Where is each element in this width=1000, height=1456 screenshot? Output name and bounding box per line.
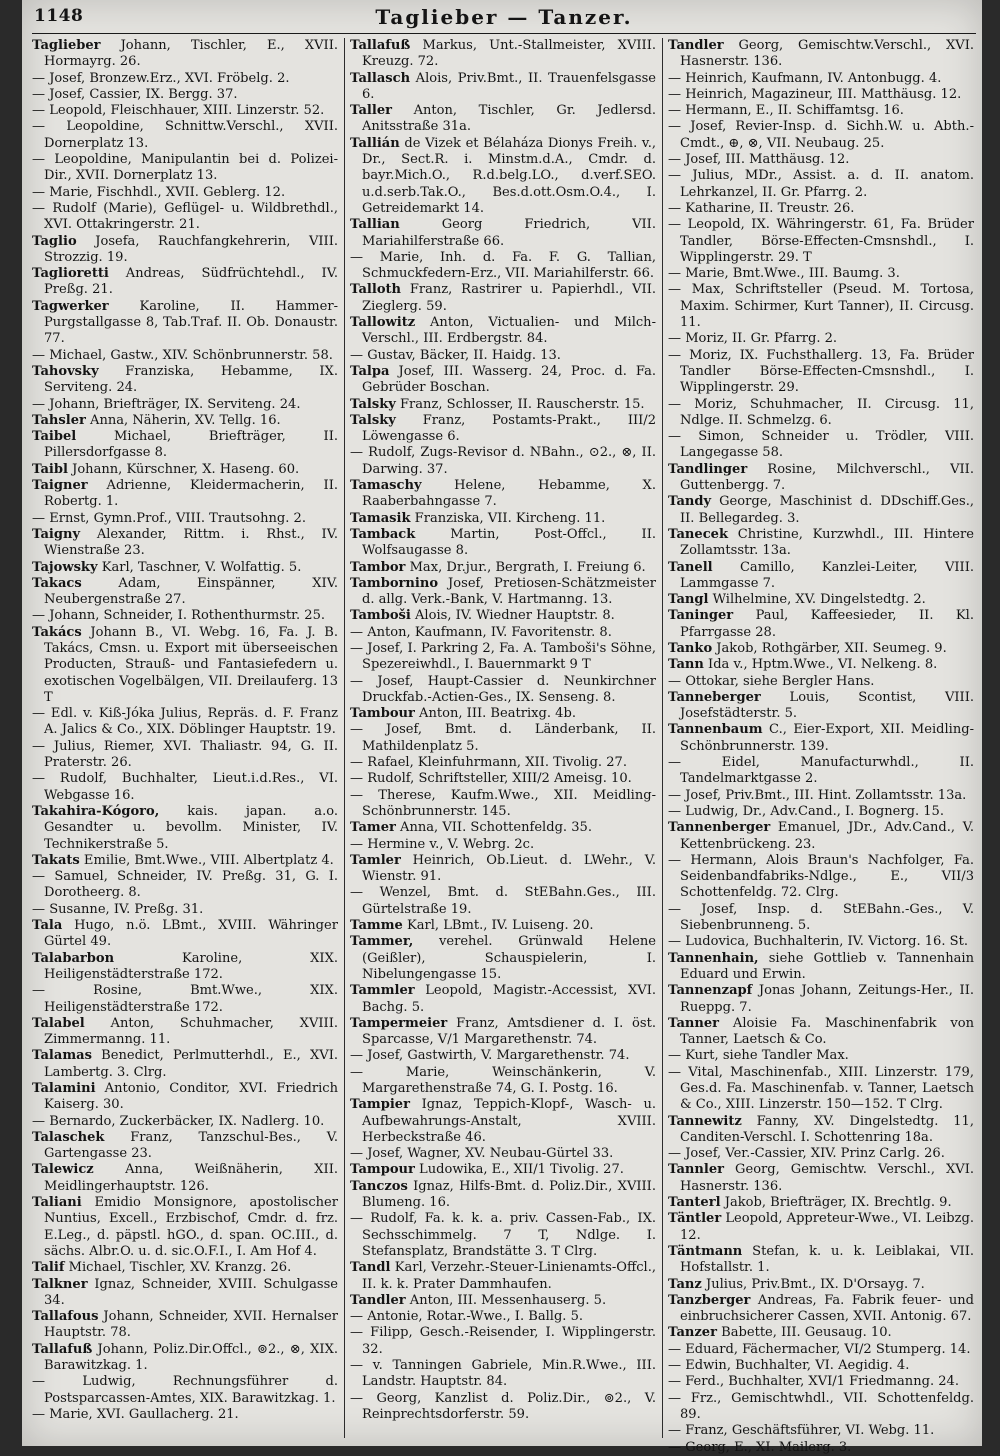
directory-entry: Tamler Heinrich, Ob.Lieut. d. LWehr., V. Wienstr. 91. [350,852,656,885]
directory-entry: Talif Michael, Tischler, XV. Kranzg. 26. [32,1260,292,1276]
directory-entry: Tammler Leopold, Magistr.-Accessist, XVI. Bachg. 5. [350,983,656,1015]
directory-entry: Tandy George, Maschinist d. DDschiff.Ges., II. Bellegardeg. 3. [668,494,974,526]
directory-page [22,0,982,1455]
directory-entry: Talaschek Franz, Tanzschul-Bes., V. Gartengasse 23. [32,1129,338,1162]
directory-entry: — Samuel, Schneider, IV. Preßg. 31, G. I. Dorotheerg. 8. [32,869,338,901]
directory-entry: — Max, Schriftsteller (Pseud. M. Tortosa, Maxim. Schirmer, Kurt Tanner), II. Circusg. 11. [668,282,974,331]
directory-entry: — Johann, Schneider, I. Rothenthurmstr. 25. [32,608,326,624]
directory-entry: Tanneberger Louis, Scontist, VIII. Josefstädterstr. 5. [668,689,974,722]
directory-entry: Tampour Ludowika, E., XII/1 Tivolig. 27. [350,1162,624,1178]
directory-entry: — Georg, Kanzlist d. Poliz.Dir., ⊚2., V. Reinprechtsdorferstr. 59. [350,1390,656,1422]
directory-entry: Tannenzapf Jonas Johann, Zeitungs-Her., II. Rueppg. 7. [668,983,974,1015]
directory-entry: Tallowitz Anton, Victualien- und Milch-Verschl., III. Erdbergstr. 84. [350,315,656,347]
directory-entry: — Rudolf, Fa. k. k. a. priv. Cassen-Fab., IX. Sechsschimmelg. 7 T, Ndlge. I. Stefansplatz, Brandstätte 3. T Clrg. [350,1211,656,1259]
directory-entry: — Simon, Schneider u. Trödler, VIII. Langegasse 58. [668,429,974,461]
directory-entry: — Wenzel, Bmt. d. StEBahn.Ges., III. Gürtelstraße 19. [350,885,656,917]
directory-entry: Tannenberger Emanuel, JDr., Adv.Cand., V. Kettenbrückeng. 23. [668,820,974,852]
directory-entry: — Michael, Gastw., XIV. Schönbrunnerstr. 58. [32,347,333,363]
directory-entry: — Therese, Kaufm.Wwe., XII. Meidling-Schönbrunnerstr. 145. [350,787,656,819]
directory-entry: — Ernst, Gymn.Prof., VIII. Trautsohng. 2. [32,510,306,526]
directory-entry: — Moriz, IX. Fuchsthallerg. 13, Fa. Brüder Tandler Börse-Effecten-Cmsnshdl., I. Wipplingerstr. 29. [668,347,974,396]
page-number: 1148 [34,6,84,26]
directory-entry: — Rudolf, Schriftsteller, XIII/2 Ameisg. 10. [350,771,632,787]
directory-entry: Takahira-Kógoro, kais. japan. a.o. Gesandter u. bevollm. Minister, IV. Technikerstraße 5. [32,803,338,852]
directory-entry: — Ottokar, siehe Bergler Hans. [668,673,875,689]
directory-entry: — Ludovica, Buchhalterin, IV. Victorg. 16. St. [668,934,968,950]
directory-entry: Tanzer Babette, III. Geusaug. 10. [668,1325,892,1341]
directory-entry: Talloth Franz, Rastrirer u. Papierhdl., VII. Zieglerg. 59. [350,282,656,314]
directory-entry: Tanczos Ignaz, Hilfs-Bmt. d. Poliz.Dir., XVIII. Blumeng. 16. [350,1178,656,1211]
directory-entry: — Julius, Riemer, XVI. Thaliastr. 94, G. II. Praterstr. 26. [32,738,338,771]
directory-entry: Tallián de Vizek et Bélaháza Dionys Freih. v., Dr., Sect.R. i. Minstm.d.A., Cmdr. d. bayr.Mich.O., R.d.belg.LO., d.verf.SEO. u.d.serb.Tak.O., Bes.d.ott.Osm.O.4., I. Getreidemarkt 14. [350,135,656,216]
directory-entry: Taglio Josefa, Rauchfangkehrerin, VIII. Strozzig. 19. [32,233,338,265]
directory-entry: — Antonie, Rotar.-Wwe., I. Ballg. 5. [350,1309,584,1325]
directory-entry: — Hermann, E., II. Schiffamtsg. 16. [668,103,904,119]
directory-entry: Tanko Jakob, Rothgärber, XII. Seumeg. 9. [668,640,947,656]
directory-entry: — Edwin, Buchhalter, VI. Aegidig. 4. [668,1358,910,1374]
directory-entry: — Vital, Maschinenfab., XIII. Linzerstr. 179, Ges.d. Fa. Maschinenfab. v. Tanner, Laetsch & Co., XIII. Linzerstr. 150—152. T Clrg. [668,1064,974,1113]
column-left [32,38,338,1438]
directory-entry: Takács Johann B., VI. Webg. 16, Fa. J. B. Takács, Cmsn. u. Export mit überseeischen Producten, Strauß- und Fantasiefedern u. exotischen Vogelbälgen, VII. Dreilauferg. 13 T [32,624,338,705]
directory-entry: Tandler Georg, Gemischtw.Verschl., XVI. Hasnerstr. 136. [668,38,974,70]
directory-entry: — Ferd., Buchhalter, XVI/1 Friedmanng. 24. [668,1374,959,1390]
directory-entry: — Edl. v. Kiß-Jóka Julius, Repräs. d. F. Franz A. Jalics & Co., XIX. Döblinger Hauptstr. 19. [32,706,338,738]
directory-entry: Takacs Adam, Einspänner, XIV. Neubergenstraße 27. [32,575,338,608]
directory-entry: Tallian Georg Friedrich, VII. Mariahilferstraße 66. [350,217,656,249]
directory-entry: Talamini Antonio, Conditor, XVI. Friedrich Kaiserg. 30. [32,1081,338,1113]
directory-entry: Tamaschy Helene, Hebamme, X. Raaberbahngasse 7. [350,478,656,510]
directory-entry: — Leopoldine, Manipulantin bei d. Polizei-Dir., XVII. Dornerplatz 13. [32,152,338,184]
directory-entry: Taller Anton, Tischler, Gr. Jedlersd. Anitsstraße 31a. [350,103,656,135]
directory-entry: Tallafuß Markus, Unt.-Stallmeister, XVIII. Kreuzg. 72. [350,38,656,70]
directory-entry: — Josef, Insp. d. StEBahn.-Ges., V. Siebenbrunneng. 5. [668,901,974,934]
directory-entry: — Josef, Revier-Insp. d. Sichh.W. u. Abth.-Cmdt., ⊕, ⊗, VII. Neubaug. 25. [668,119,974,151]
directory-entry: Tallafuß Johann, Poliz.Dir.Offcl., ⊚2., ⊗, XIX. Barawitzkag. 1. [32,1341,338,1374]
column-right [668,38,974,1455]
directory-entry: Taibl Johann, Kürschner, X. Haseng. 60. [32,461,300,477]
directory-entry: — Ludwig, Rechnungsführer d. Postsparcassen-Amtes, XIX. Barawitzkag. 1. [32,1374,338,1406]
directory-entry: Tannenbaum C., Eier-Export, XII. Meidling-Schönbrunnerstr. 139. [668,722,974,754]
directory-entry: Täntmann Stefan, k. u. k. Leiblakai, VII. Hofstallstr. 1. [668,1243,974,1276]
directory-entry: — Anton, Kaufmann, IV. Favoritenstr. 8. [350,624,612,640]
directory-entry: — Rafael, Kleinfuhrmann, XII. Tivolig. 27. [350,755,627,771]
directory-entry: Tanecek Christine, Kurzwhdl., III. Hintere Zollamtsstr. 13a. [668,526,974,559]
directory-entry: Tamme Karl, LBmt., IV. Luiseng. 20. [350,918,594,934]
directory-entry: Tamboši Alois, IV. Wiedner Hauptstr. 8. [350,608,615,624]
directory-entry: — Filipp, Gesch.-Reisender, I. Wipplingerstr. 32. [350,1325,656,1357]
directory-entry: — Josef, Ver.-Cassier, XIV. Prinz Carlg. 26. [668,1146,945,1162]
directory-entry: Tambornino Josef, Pretiosen-Schätzmeister d. allg. Verk.-Bank, V. Hartmanng. 13. [350,575,656,608]
directory-entry: Tangl Wilhelmine, XV. Dingelstedtg. 2. [668,592,926,608]
directory-entry: Tammer, verehel. Grünwald Helene (Geißler), Schauspielerin, I. Nibelungengasse 15. [350,934,656,982]
directory-entry: — Katharine, II. Treustr. 26. [668,200,855,216]
directory-entry: Täntler Leopold, Appreteur-Wwe., VI. Leibzg. 12. [668,1211,974,1243]
directory-entry: — Frz., Gemischtwhdl., VII. Schottenfeldg. 89. [668,1390,974,1422]
directory-entry: Tallafous Johann, Schneider, XVII. Hernalser Hauptstr. 78. [32,1309,338,1341]
directory-entry: — Hermine v., V. Webrg. 2c. [350,836,535,852]
directory-entry: — Julius, MDr., Assist. a. d. II. anatom. Lehrkanzel, II. Gr. Pfarrg. 2. [668,168,974,200]
directory-entry: Talpa Josef, III. Wasserg. 24, Proc. d. Fa. Gebrüder Boschan. [350,363,656,396]
directory-entry: Tampier Ignaz, Teppich-Klopf-, Wasch- u. Aufbewahrungs-Anstalt, XVIII. Herbeckstraße 46. [350,1097,656,1145]
directory-entry: Taibel Michael, Briefträger, II. Pillersdorfgasse 8. [32,429,338,461]
directory-entry: Tannler Georg, Gemischtw. Verschl., XVI. Hasnerstr. 136. [668,1162,974,1194]
directory-entry: — Franz, Geschäftsführer, VI. Webg. 11. [668,1423,935,1439]
running-title: Taglieber — Tanzer. [375,5,633,29]
page-header [32,4,976,32]
directory-entry: Tann Ida v., Hptm.Wwe., VI. Nelkeng. 8. [668,657,938,673]
directory-entry: — Rudolf, Zugs-Revisor d. NBahn., ⊙2., ⊗, II. Darwing. 37. [350,445,656,477]
directory-entry: Taigner Adrienne, Kleidermacherin, II. Robertg. 1. [32,478,338,510]
directory-entry: Tala Hugo, n.ö. LBmt., XVIII. Währinger Gürtel 49. [32,918,338,950]
directory-entry: Tanner Aloisie Fa. Maschinenfabrik von Tanner, Laetsch & Co. [668,1015,974,1048]
directory-entry: Talsky Franz, Postamts-Prakt., III/2 Löwengasse 6. [350,412,656,445]
directory-entry: Tandlinger Rosine, Milchverschl., VII. Guttenbergg. 7. [668,461,974,494]
directory-entry: — Marie, Weinschänkerin, V. Margarethenstraße 74, G. I. Postg. 16. [350,1064,656,1096]
directory-entry: Talsky Franz, Schlosser, II. Rauscherstr. 15. [350,396,645,412]
directory-entry: — Marie, XVI. Gaullacherg. 21. [32,1406,239,1422]
directory-entry: — Leopold, Fleischhauer, XIII. Linzerstr. 52. [32,103,325,119]
directory-entry: — Josef, Priv.Bmt., III. Hint. Zollamtsstr. 13a. [668,787,967,803]
directory-entry: Taglieber Johann, Tischler, E., XVII. Hormayrg. 26. [32,38,338,70]
directory-entry: — v. Tanningen Gabriele, Min.R.Wwe., III. Landstr. Hauptstr. 84. [350,1358,656,1390]
directory-entry: — Leopold, IX. Währingerstr. 61, Fa. Brüder Tandler, Börse-Effecten-Cmsnshdl., I. Wipplingerstr. 29. T [668,217,974,265]
directory-entry: Tambour Anton, III. Beatrixg. 4b. [350,706,576,722]
column-divider [344,38,345,1438]
directory-entry: Tannewitz Fanny, XV. Dingelstedtg. 11, Canditen-Verschl. I. Schottenring 18a. [668,1113,974,1145]
directory-entry: Tandl Karl, Verzehr.-Steuer-Linienamts-Offcl., II. k. k. Prater Dammhaufen. [350,1260,656,1292]
directory-entry: — Marie, Fischhdl., XVII. Geblerg. 12. [32,184,286,200]
directory-entry: — Rudolf (Marie), Geflügel- u. Wildbrethdl., XVI. Ottakringerstr. 21. [32,200,338,233]
directory-entry: — Eduard, Fächermacher, VI/2 Stumperg. 14. [668,1341,971,1357]
directory-entry: Talamas Benedict, Perlmutterhdl., E., XVI. Lambertg. 3. Clrg. [32,1048,338,1080]
directory-entry: — Kurt, siehe Tandler Max. [668,1048,849,1064]
directory-entry: — Josef, Bmt. d. Länderbank, II. Mathildenplatz 5. [350,722,656,754]
directory-entry: — Josef, I. Parkring 2, Fa. A. Tamboši's Söhne, Spezereiwhdl., I. Bauernmarkt 9 T [350,640,656,673]
directory-entry: — Josef, Gastwirth, V. Margarethenstr. 74. [350,1048,630,1064]
directory-entry: — Josef, III. Matthäusg. 12. [668,152,850,168]
directory-entry: Takats Emilie, Bmt.Wwe., VIII. Albertplatz 4. [32,852,334,868]
header-rule [32,33,976,34]
directory-entry: — Leopoldine, Schnittw.Verschl., XVII. Dornerplatz 13. [32,119,338,151]
directory-entry: Tamer Anna, VII. Schottenfeldg. 35. [350,820,592,836]
directory-entry: Taninger Paul, Kaffeesieder, II. Kl. Pfarrgasse 28. [668,608,974,640]
directory-entry: — Georg, E., XI. Mailerg. 3. [668,1439,852,1455]
directory-entry: — Bernardo, Zuckerbäcker, IX. Nadlerg. 10. [32,1113,325,1129]
directory-entry: Tanterl Jakob, Briefträger, IX. Brechtlg. 9. [668,1195,952,1211]
directory-entry: Tanzberger Andreas, Fa. Fabrik feuer- und einbruchsicherer Cassen, XVII. Antonig. 67. [668,1292,974,1325]
directory-entry: Tahsler Anna, Näherin, XV. Tellg. 16. [32,412,281,428]
directory-entry: Tagwerker Karoline, II. Hammer-Purgstallgasse 8, Tab.Traf. II. Ob. Donaustr. 77. [32,298,338,347]
directory-entry: — Josef, Cassier, IX. Bergg. 37. [32,86,238,102]
directory-entry: — Heinrich, Kaufmann, IV. Antonbugg. 4. [668,70,942,86]
directory-entry: — Marie, Inh. d. Fa. F. G. Tallian, Schmuckfedern-Erz., VII. Mariahilferstr. 66. [350,249,656,282]
directory-entry: Tannenhain, siehe Gottlieb v. Tannenhain Eduard und Erwin. [668,950,974,982]
directory-entry: — Ludwig, Dr., Adv.Cand., I. Bognerg. 15. [668,803,945,819]
directory-entry: — Moriz, II. Gr. Pfarrg. 2. [668,331,838,347]
directory-entry: — Heinrich, Magazineur, III. Matthäusg. 12. [668,86,962,102]
column-divider [662,38,663,1438]
directory-entry: — Josef, Wagner, XV. Neubau-Gürtel 33. [350,1146,614,1162]
directory-entry: Talewicz Anna, Weißnäherin, XII. Meidlingerhauptstr. 126. [32,1162,338,1194]
directory-entry: — Eidel, Manufacturwhdl., II. Tandelmarktgasse 2. [668,755,974,787]
directory-entry: Tamback Martin, Post-Offcl., II. Wolfsaugasse 8. [350,526,656,559]
directory-entry: Tanz Julius, Priv.Bmt., IX. D'Orsayg. 7. [668,1276,925,1292]
directory-entry: — Rudolf, Buchhalter, Lieut.i.d.Res., VI. Webgasse 16. [32,771,338,803]
directory-entry: Tallasch Alois, Priv.Bmt., II. Trauenfelsgasse 6. [350,70,656,102]
directory-entry: — Gustav, Bäcker, II. Haidg. 13. [350,347,561,363]
directory-entry: Talabel Anton, Schuhmacher, XVIII. Zimmermanng. 11. [32,1015,338,1048]
directory-entry: Tampermeier Franz, Amtsdiener d. I. öst. Sparcasse, V/1 Margarethenstr. 74. [350,1015,656,1048]
directory-entry: Tambor Max, Dr.jur., Bergrath, I. Freiung 6. [350,559,646,575]
directory-entry: Tahovsky Franziska, Hebamme, IX. Serviteng. 24. [32,363,338,396]
directory-entry: — Rosine, Bmt.Wwe., XIX. Heiligenstädterstraße 172. [32,983,338,1015]
directory-entry: Taigny Alexander, Rittm. i. Rhst., IV. Wienstraße 23. [32,526,338,559]
directory-entry: — Josef, Bronzew.Erz., XVI. Fröbelg. 2. [32,70,290,86]
directory-entry: Taliani Emidio Monsignore, apostolischer Nuntius, Excell., Erzbischof, Cmdr. d. frz. E.Leg., d. päpstl. hGO., d. span. OC.III., d. sächs. Albr.O. u. d. sic.O.F.I., I. Am Hof 4. [32,1195,338,1259]
directory-entry: — Josef, Haupt-Cassier d. Neunkirchner Druckfab.-Actien-Ges., IX. Senseng. 8. [350,673,656,705]
directory-entry: Talkner Ignaz, Schneider, XVIII. Schulgasse 34. [32,1276,338,1308]
column-middle [350,38,656,1438]
directory-entry: — Johann, Briefträger, IX. Serviteng. 24. [32,396,301,412]
directory-entry: Talabarbon Karoline, XIX. Heiligenstädterstraße 172. [32,950,338,982]
directory-entry: Taglioretti Andreas, Südfrüchtehdl., IV. Preßg. 21. [32,266,338,298]
directory-entry: — Marie, Bmt.Wwe., III. Baumg. 3. [668,266,900,282]
directory-entry: Tajowsky Karl, Taschner, V. Wolfattig. 5. [32,559,302,575]
directory-entry: — Hermann, Alois Braun's Nachfolger, Fa. Seidenbandfabriks-Ndlge., E., VII/3 Schottenfeldg. 72. Clrg. [668,852,974,901]
directory-entry: Tandler Anton, III. Messenhauserg. 5. [350,1292,607,1308]
directory-entry: Tamasik Franziska, VII. Kircheng. 11. [350,510,606,526]
directory-entry: — Susanne, IV. Preßg. 31. [32,901,204,917]
directory-entry: — Moriz, Schuhmacher, II. Circusg. 11, Ndlge. II. Schmelzg. 6. [668,396,974,428]
directory-entry: Tanell Camillo, Kanzlei-Leiter, VIII. Lammgasse 7. [668,559,974,591]
